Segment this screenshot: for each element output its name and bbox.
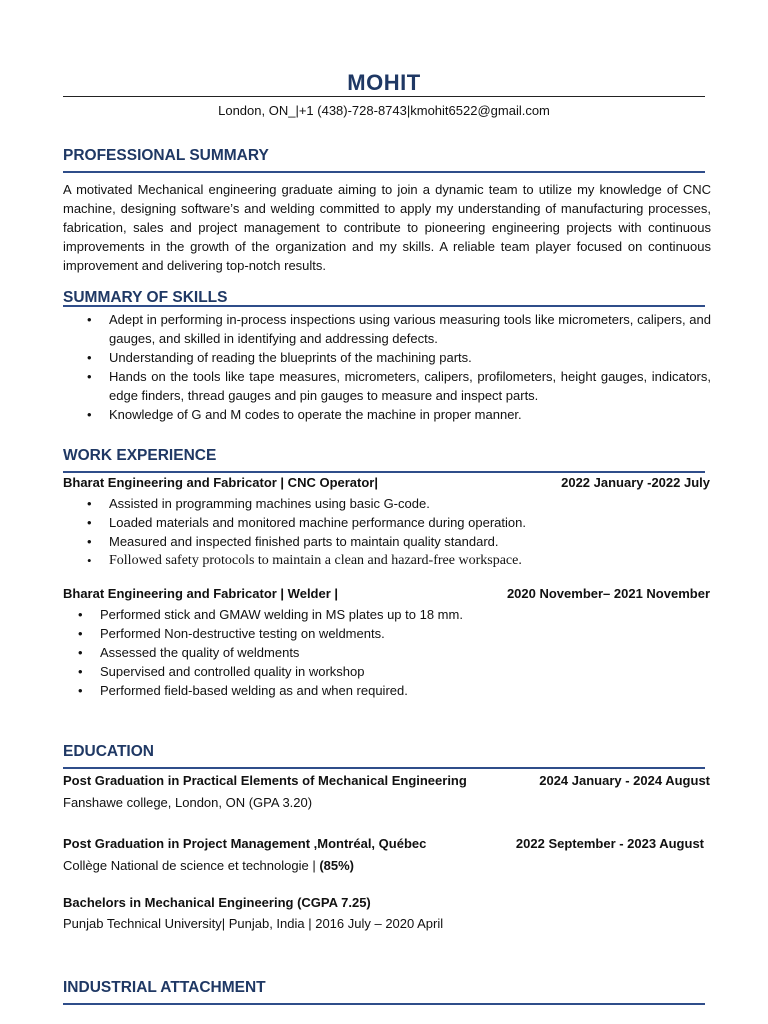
section-title-work-experience: WORK EXPERIENCE	[63, 447, 217, 464]
header-divider	[63, 96, 705, 97]
list-item: • Knowledge of G and M codes to operate the machine in proper manner.	[109, 405, 711, 424]
section-title-skills: SUMMARY OF SKILLS	[63, 289, 228, 306]
degree-title: Bachelors in Mechanical Engineering (CGPA 7.25)	[63, 895, 371, 910]
list-item: • Followed safety protocols to maintain a clean and hazard-free workspace.	[109, 551, 711, 570]
list-item: • Assessed the quality of weldments	[100, 643, 710, 662]
institution: Fanshawe college, London, ON (GPA 3.20)	[63, 795, 313, 810]
section-divider	[63, 767, 705, 769]
section-divider	[63, 471, 705, 473]
list-item: • Adept in performing in-process inspections using various measuring tools like micrometers, calipers, and gauges, and skilled in identifying and addressing defects.	[109, 310, 711, 348]
list-item: • Loaded materials and monitored machine performance during operation.	[109, 513, 711, 532]
section-title-industrial-attachment: INDUSTRIAL ATTACHMENT	[63, 979, 266, 996]
list-item: • Measured and inspected finished parts to maintain quality standard.	[109, 532, 711, 551]
degree-title: Post Graduation in Project Management ,Montréal, Québec	[63, 836, 427, 851]
summary-text: A motivated Mechanical engineering graduate aiming to join a dynamic team to utilize my knowledge of CNC machine, designing software’s and welding committed to apply my understanding of manufacturing processes, fabrication, sales and project management to contribute to pioneering engineering projects with continuous improvements in the growth of the organization and my skills. A reliable team player focused on continuous improvement and delivering top-notch results.	[63, 182, 711, 273]
education-entry	[63, 836, 704, 851]
list-item: • Hands on the tools like tape measures, micrometers, calipers, profilometers, height gauges, indicators, edge finders, thread gauges and pin gauges to measure and inspect parts.	[109, 367, 711, 405]
institution: Punjab Technical University| Punjab, India | 2016 July – 2020 April	[63, 916, 444, 931]
job-bullets	[109, 494, 711, 570]
degree-title: Post Graduation in Practical Elements of Mechanical Engineering	[63, 773, 467, 788]
list-item: • Performed stick and GMAW welding in MS plates up to 18 mm.	[100, 605, 710, 624]
list-item: • Understanding of reading the blueprints of the machining parts.	[109, 348, 711, 367]
job-dates: 2022 January -2022 July	[561, 475, 710, 490]
education-entry	[63, 895, 710, 910]
education-entry	[63, 773, 710, 788]
skills-list	[109, 310, 711, 424]
education-dates: 2024 January - 2024 August	[539, 773, 710, 788]
job-dates: 2020 November– 2021 November	[506, 586, 710, 601]
section-title-education: EDUCATION	[63, 743, 154, 760]
section-divider	[63, 305, 705, 307]
job-header	[63, 586, 710, 601]
job-title: Bharat Engineering and Fabricator | CNC Operator|	[63, 475, 378, 490]
score: (85%)	[319, 858, 355, 873]
education-dates: 2022 September - 2023 August	[515, 836, 704, 851]
list-item: • Performed field-based welding as and when required.	[100, 681, 710, 700]
section-divider	[63, 171, 705, 173]
section-title-professional-summary: PROFESSIONAL SUMMARY	[63, 147, 269, 164]
section-divider	[63, 1003, 705, 1005]
institution: Collège National de science et technologie |	[63, 858, 320, 873]
list-item: • Supervised and controlled quality in workshop	[100, 662, 710, 681]
candidate-name: MOHIT	[347, 70, 421, 95]
list-item: • Performed Non-destructive testing on weldments.	[100, 624, 710, 643]
contact-info: London, ON_|+1 (438)-728-8743|kmohit6522@gmail.com	[218, 103, 550, 118]
job-bullets	[100, 605, 710, 700]
institution-line	[63, 858, 354, 873]
job-title: Bharat Engineering and Fabricator | Welder |	[63, 586, 339, 601]
list-item: • Assisted in programming machines using basic G-code.	[109, 494, 711, 513]
job-header	[63, 475, 710, 490]
